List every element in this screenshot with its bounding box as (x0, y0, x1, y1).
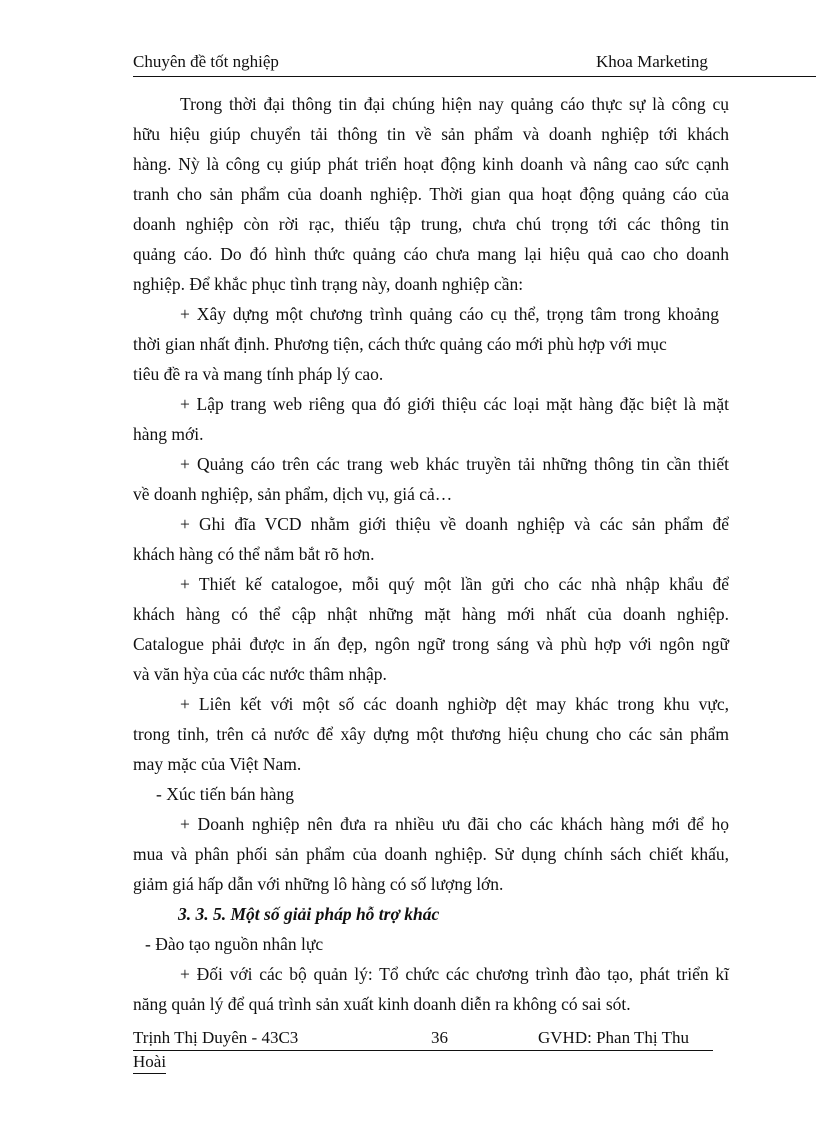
paragraph-line: tiêu đề ra và mang tính pháp lý cao. (133, 364, 384, 384)
bullet-line: + Doanh nghiệp nên đưa ra nhiều ưu đãi cho các khách hàng mới để họ (180, 814, 729, 834)
header-title: Chuyên đề tốt nghiệp (133, 52, 279, 71)
paragraph-line: doanh nghiệp còn rời rạc, thiếu tập trung, chưa chú trọng tới các thông tin (133, 214, 729, 234)
footer-author: Trịnh Thị Duyên - 43C3 (133, 1028, 299, 1047)
bullet-line: + Ghi đĩa VCD nhằm giới thiệu về doanh nghiệp và các sản phẩm để (180, 514, 729, 534)
paragraph-line: Trong thời đại thông tin đại chúng hiện nay quảng cáo thực sự là công cụ (180, 94, 729, 114)
section-heading: 3. 3. 5. Một số giải pháp hỗ trợ khác (178, 904, 440, 924)
list-heading: - Đào tạo nguồn nhân lực (145, 934, 324, 954)
page-footer (133, 1028, 713, 1074)
paragraph-line: tranh cho sản phẩm của doanh nghiệp. Thời gian qua hoạt động quảng cáo của (133, 184, 729, 204)
list-heading: - Xúc tiến bán hàng (156, 784, 295, 804)
paragraph-line: và văn hỳa của các nước thâm nhập. (133, 664, 387, 684)
paragraph-line: nghiệp. Để khắc phục tình trạng này, doanh nghiệp cần: (133, 274, 524, 294)
footer-advisor-continued: Hoài (133, 1051, 166, 1074)
page-number: 36 (431, 1028, 448, 1047)
paragraph-line: Catalogue phải được in ấn đẹp, ngôn ngữ trong sáng và phù hợp với ngôn ngữ (133, 634, 729, 654)
paragraph-line: hàng mới. (133, 424, 204, 444)
paragraph-line: mua và phân phối sản phẩm của doanh nghiệp. Sử dụng chính sách chiết khấu, (133, 844, 729, 864)
bullet-line: + Đối với các bộ quản lý: Tổ chức các chương trình đào tạo, phát triển kĩ (180, 964, 729, 984)
paragraph-line: may mặc của Việt Nam. (133, 754, 302, 774)
paragraph-line: hàng. Nỳ là công cụ giúp phát triển hoạt động kinh doanh và nâng cao sức cạnh (133, 154, 729, 174)
paragraph-line: thời gian nhất định. Phương tiện, cách thức quảng cáo mới phù hợp với mục (133, 334, 667, 354)
bullet-line: + Liên kết với một số các doanh nghiờp dệt may khác trong khu vực, (180, 694, 729, 714)
bullet-line: + Lập trang web riêng qua đó giới thiệu các loại mặt hàng đặc biệt là mặt (180, 394, 729, 414)
paragraph-line: giảm giá hấp dẫn với những lô hàng có số lượng lớn. (133, 874, 504, 894)
paragraph-line: năng quản lý để quá trình sản xuất kinh doanh diễn ra không có sai sót. (133, 994, 631, 1014)
bullet-line: + Quảng cáo trên các trang web khác truyền tải những thông tin cần thiết (180, 454, 729, 474)
paragraph-line: về doanh nghiệp, sản phẩm, dịch vụ, giá cả… (133, 484, 453, 504)
page-header (133, 52, 816, 77)
paragraph-line: hữu hiệu giúp chuyển tải thông tin về sản phẩm và doanh nghiệp tới khách (133, 124, 729, 144)
paragraph-line: trong tỉnh, trên cả nước để xây dựng một thương hiệu chung cho các sản phẩm (133, 724, 729, 744)
paragraph-line: khách hàng có thể cập nhật những mặt hàng mới nhất của doanh nghiệp. (133, 604, 729, 624)
footer-row (133, 1028, 713, 1051)
paragraph-line: quảng cáo. Do đó hình thức quảng cáo chưa mang lại hiệu quả cao cho doanh (133, 244, 729, 264)
bullet-line: + Thiết kế catalogoe, mỗi quý một lần gửi cho các nhà nhập khẩu để (180, 574, 729, 594)
bullet-line: + Xây dựng một chương trình quảng cáo cụ thể, trọng tâm trong khoảng (180, 304, 719, 324)
footer-advisor: GVHD: Phan Thị Thu (538, 1028, 689, 1047)
paragraph-line: khách hàng có thể nắm bắt rõ hơn. (133, 544, 375, 564)
header-department: Khoa Marketing (596, 52, 708, 71)
